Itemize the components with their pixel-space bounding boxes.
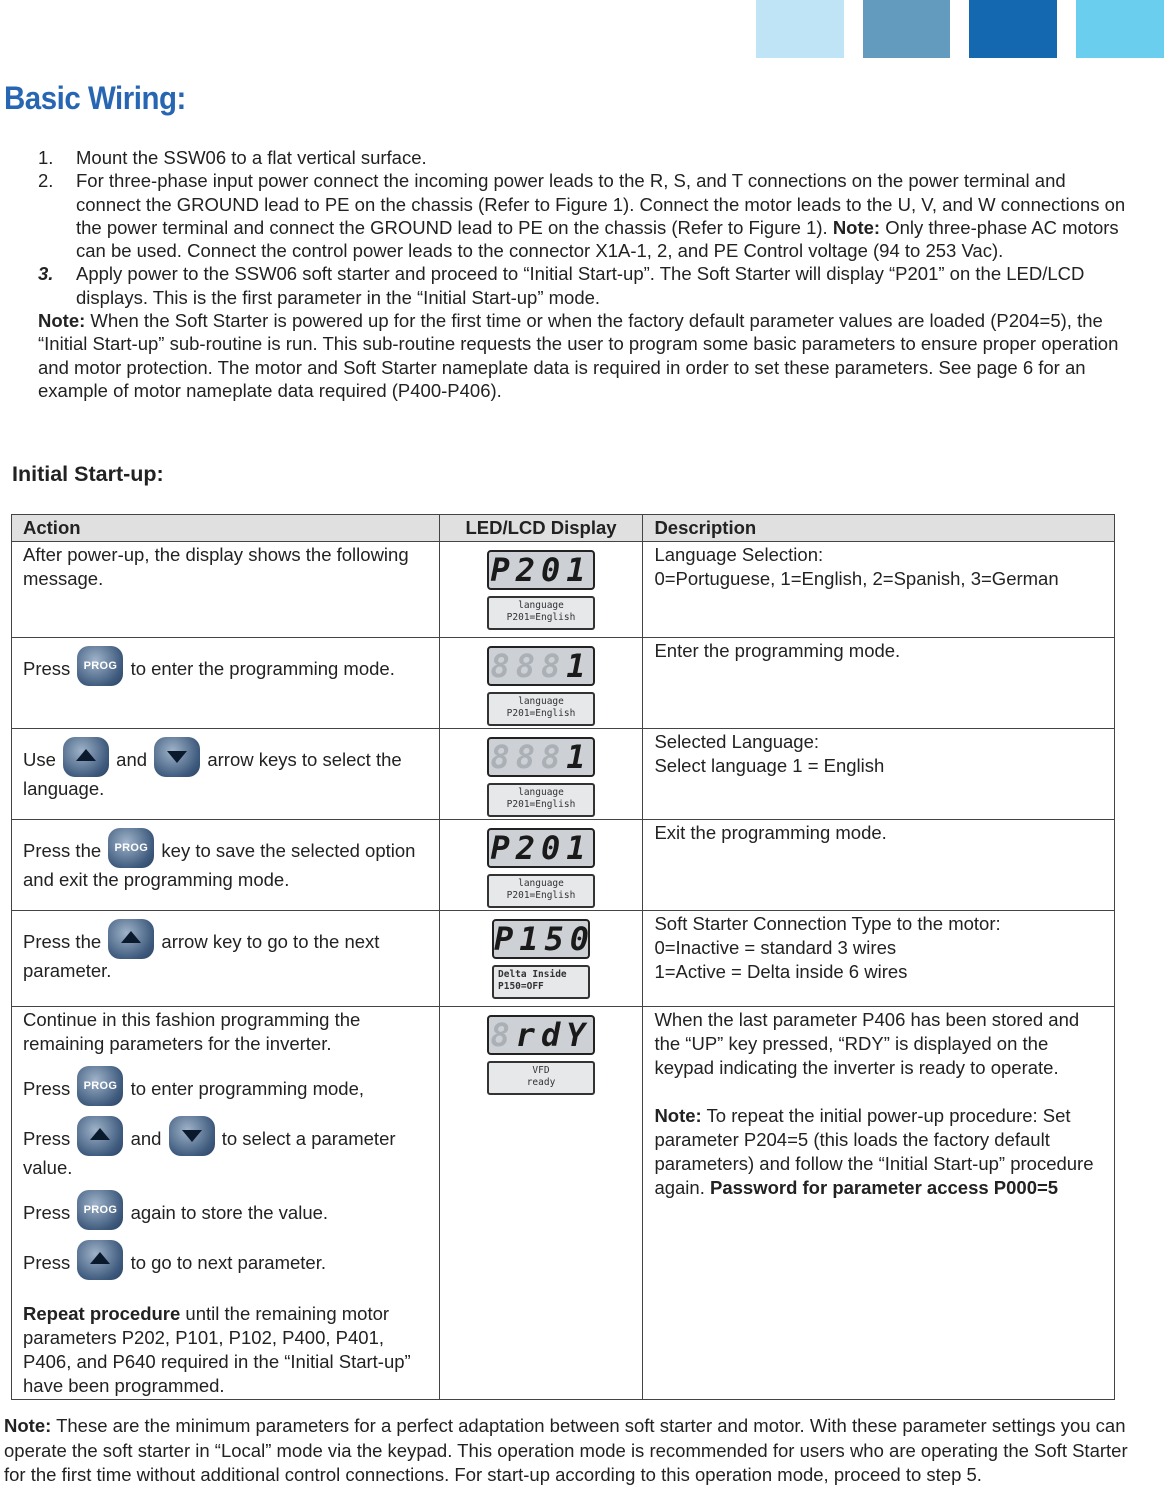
lcd-line: language: [518, 878, 564, 889]
table-row: [12, 542, 1115, 638]
action-text: Press the: [23, 930, 102, 952]
led-display: [487, 1015, 595, 1055]
table-row: [12, 1007, 1115, 1400]
description-cell: [643, 1007, 1115, 1400]
header-square-light: [756, 0, 844, 58]
page-title: Basic Wiring:: [4, 80, 186, 116]
note-text: Only three-phase AC motors can be used. Connect the control power leads to the connector X1A-1, 2, and PE Control voltage (94 to 253 Vac).: [76, 216, 1119, 262]
action-cell: [12, 820, 440, 911]
up-arrow-key-icon: [108, 919, 154, 959]
desc-line: When the last parameter P406 has been stored and the “UP” key pressed, “RDY” is displayed on the keypad indicating the inverter is ready to operate.: [654, 1009, 1080, 1078]
wiring-steps: [38, 146, 1128, 402]
down-arrow-key-icon: [154, 737, 200, 777]
led-digits: 1: [566, 738, 592, 776]
action-text: until the remaining motor parameters P202, P101, P102, P400, P401, P406, and P640 required in the “Initial Start-up” have been programmed.: [23, 1303, 411, 1396]
step-item: [38, 169, 1128, 262]
table-row: [12, 911, 1115, 1007]
action-line: [23, 1074, 428, 1106]
keypad-display: [487, 550, 595, 630]
action-text: and: [111, 748, 153, 770]
keypad-display: [487, 646, 595, 726]
action-bold: Repeat procedure: [23, 1303, 181, 1324]
lcd-line: ready: [526, 1077, 556, 1088]
step-text: [76, 169, 1128, 262]
lcd-line: Delta Inside: [498, 969, 567, 980]
startup-table: [11, 514, 1115, 1400]
lcd-display: [487, 596, 595, 630]
lcd-line: P201=English: [506, 612, 576, 623]
description-cell: Enter the programming mode.: [643, 638, 1115, 729]
display-cell: [439, 820, 643, 911]
desc-line: Language Selection:: [654, 544, 824, 565]
display-cell: [439, 729, 643, 820]
desc-line: Selected Language:: [654, 731, 820, 752]
action-text: arrow key to go to the next parameter.: [23, 930, 380, 981]
table-row: [12, 820, 1115, 911]
desc-line: 0=Inactive = standard 3 wires: [654, 937, 897, 958]
action-text: Continue in this fashion programming the remaining parameters for the inverter.: [23, 1009, 361, 1054]
description-cell: [643, 911, 1115, 1007]
intro-note: [38, 309, 1128, 402]
header-description: Description: [643, 515, 1115, 542]
action-text: Press: [23, 1251, 71, 1273]
header-square-steel: [863, 0, 950, 58]
action-cell: [12, 1007, 440, 1400]
note-label: Note:: [832, 216, 881, 238]
note-text: When the Soft Starter is powered up for the first time or when the factory default parameter values are loaded (P204=5), the “Initial Start-up” sub-routine is run. This sub-routine requests the user to program some basic parameters to ensure proper operation and motor protection. The motor and Soft Starter nameplate data is required in order to set these parameters. See page 6 for an example of motor nameplate data required (P400-P406).: [38, 310, 1119, 401]
keypad-display: [487, 1015, 595, 1095]
action-cell: [12, 911, 440, 1007]
prog-key-icon: PROG: [77, 646, 123, 686]
header-action: Action: [12, 515, 440, 542]
action-text: and: [125, 1127, 167, 1149]
up-arrow-key-icon: [77, 1116, 123, 1156]
table-row: [12, 729, 1115, 820]
action-text: Press the: [23, 839, 102, 861]
display-cell: [439, 638, 643, 729]
desc-line: 0=Portuguese, 1=English, 2=Spanish, 3=German: [654, 568, 1059, 589]
description-cell: Exit the programming mode.: [643, 820, 1115, 911]
lcd-display: [492, 965, 590, 999]
led-display: [487, 646, 595, 686]
display-cell: [439, 911, 643, 1007]
desc-note: [654, 1104, 1103, 1200]
action-text: to enter the programming mode.: [125, 657, 395, 679]
lcd-display: [487, 1061, 595, 1095]
table-row: [12, 638, 1115, 729]
action-cell: [12, 729, 440, 820]
lcd-display: [487, 874, 595, 908]
keypad-display: [492, 919, 596, 999]
prog-key-icon: PROG: [108, 828, 154, 868]
action-text: arrow keys to select the language.: [23, 748, 402, 799]
lcd-line: language: [518, 600, 564, 611]
led-dim-digits: 888: [490, 647, 567, 685]
step-text: Apply power to the SSW06 soft starter and proceed to “Initial Start-up”. The Soft Starter will display “P201” on the LED/LCD displays. This is the first parameter in the “Initial Start-up” mode.: [76, 263, 1085, 308]
action-cell: After power-up, the display shows the following message.: [12, 542, 440, 638]
lcd-line: VFD: [532, 1065, 550, 1076]
display-cell: [439, 542, 643, 638]
footer-note: [4, 1414, 1154, 1488]
led-display: P150: [494, 920, 596, 958]
lcd-line: P201=English: [506, 890, 576, 901]
header-square-cyan: [1076, 0, 1164, 58]
step-text-main: For three-phase input power connect the incoming power leads to the R, S, and T connections on the power terminal and connect the GROUND lead to PE on the chassis (Refer to Figure 1). Connect the motor leads to the U, V, and W connections on the power terminal and connect the GROUND lead to PE on the chassis (Refer to Figure 1).: [76, 170, 1126, 238]
action-line: [23, 1198, 428, 1230]
step-number: 2.: [38, 170, 54, 192]
step-number: 3.: [38, 263, 54, 285]
action-text: key to save the selected option and exit the programming mode.: [23, 839, 416, 890]
lcd-display: [487, 783, 595, 817]
note-label: Note:: [654, 1105, 702, 1126]
keypad-display: [487, 737, 595, 817]
prog-key-icon: PROG: [77, 1190, 123, 1230]
up-arrow-key-icon: [77, 1240, 123, 1280]
lcd-line: P150=OFF: [498, 981, 544, 992]
lcd-line: P201=English: [506, 708, 576, 719]
led-display: [487, 737, 595, 777]
note-label: Note:: [38, 310, 86, 332]
led-digits: 1: [566, 647, 592, 685]
action-text: Press: [23, 1201, 71, 1223]
led-display: P201: [487, 550, 595, 590]
led-digits: rdY: [515, 1016, 592, 1054]
action-text: to go to next parameter.: [125, 1251, 326, 1273]
led-dim-digits: 888: [490, 738, 567, 776]
action-text: Press: [23, 1127, 71, 1149]
lcd-display: [487, 692, 595, 726]
desc-line: Soft Starter Connection Type to the motor:: [654, 913, 1001, 934]
action-text: Press: [23, 657, 71, 679]
action-line: [23, 1124, 428, 1180]
display-cell: [439, 1007, 643, 1400]
action-text: to select a parameter value.: [23, 1127, 396, 1178]
action-text: Use: [23, 748, 56, 770]
lcd-line: P201=English: [506, 799, 576, 810]
description-cell: [643, 542, 1115, 638]
up-arrow-key-icon: [63, 737, 109, 777]
table-header: [12, 515, 1115, 542]
action-text: again to store the value.: [125, 1201, 329, 1223]
action-text: Press: [23, 1077, 71, 1099]
action-line: [23, 1302, 428, 1398]
step-item: [38, 262, 1128, 309]
lcd-line: language: [518, 787, 564, 798]
step-item: [38, 146, 1128, 169]
step-number: 1.: [38, 147, 54, 168]
section-title: Initial Start-up:: [12, 462, 164, 486]
desc-line: 1=Active = Delta inside 6 wires: [654, 961, 908, 982]
desc-line: Select language 1 = English: [654, 755, 885, 776]
prog-key-icon: PROG: [77, 1066, 123, 1106]
header-display: LED/LCD Display: [439, 515, 643, 542]
password-note: Password for parameter access P000=5: [709, 1177, 1059, 1198]
note-text: To repeat the initial power-up procedure: Set parameter P204=5 (this loads the factory default parameters) and follow the “Initial Start-up” procedure again.: [654, 1105, 1094, 1198]
action-text: to enter programming mode,: [125, 1077, 364, 1099]
led-dim-digits: 8: [490, 1016, 516, 1054]
step-text: Mount the SSW06 to a flat vertical surface.: [76, 147, 427, 168]
down-arrow-key-icon: [169, 1116, 215, 1156]
header-square-blue: [969, 0, 1057, 58]
keypad-display: [487, 828, 595, 908]
action-cell: [12, 638, 440, 729]
lcd-line: language: [518, 696, 564, 707]
note-label: Note:: [4, 1415, 52, 1436]
description-cell: [643, 729, 1115, 820]
led-display: P201: [487, 828, 595, 868]
action-line: [23, 1248, 428, 1280]
note-text: These are the minimum parameters for a perfect adaptation between soft starter and motor. With these parameter settings you can operate the soft starter in “Local” mode via the keypad. This operation mode is recommended for users who are operating the Soft Starter for the first time without additional control connections. For start-up according to this operation mode, proceed to step 5.: [4, 1415, 1128, 1485]
